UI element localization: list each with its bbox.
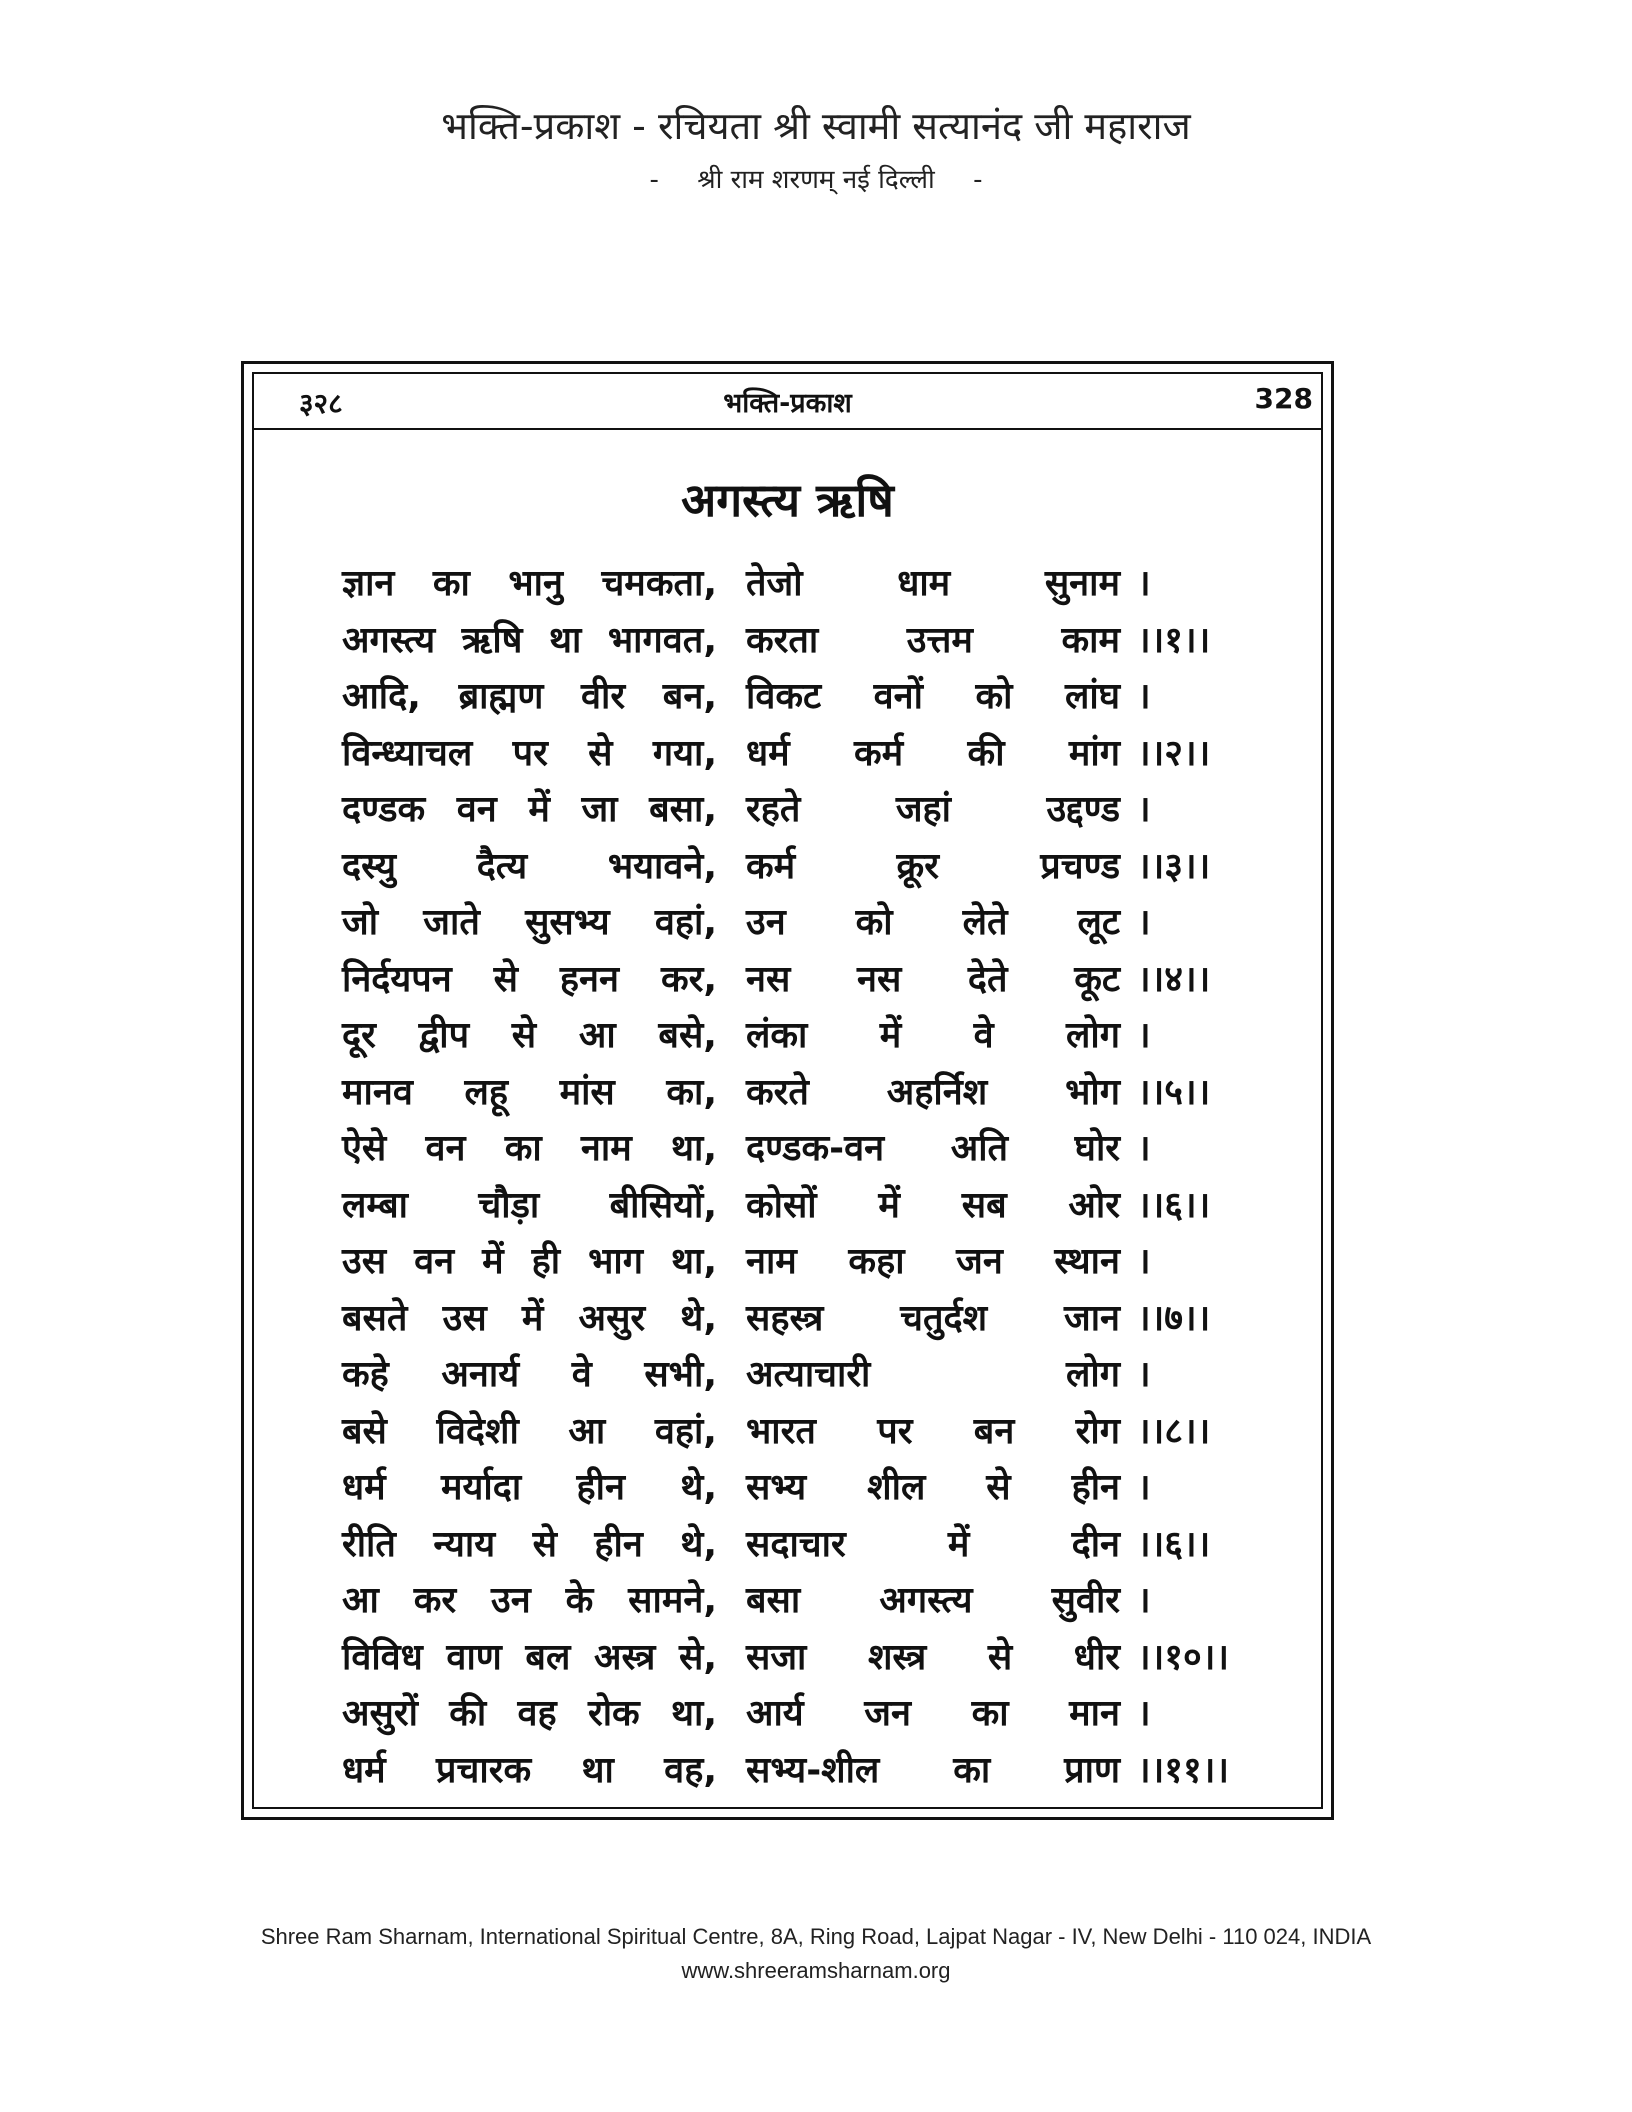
header-dash-left: - xyxy=(649,165,659,195)
verse-line xyxy=(342,952,1262,1009)
verse-line xyxy=(342,669,1262,726)
verse-marker: । xyxy=(1137,1128,1151,1169)
verse-half: आर्य जन का मान xyxy=(746,1693,1120,1734)
book-page-inner-border xyxy=(252,372,1323,1809)
verse-half: अत्याचारी लोग xyxy=(746,1354,1120,1395)
page-number-hindi: ३२८ xyxy=(299,387,343,420)
verse-line xyxy=(342,1121,1262,1178)
running-title: भक्ति-प्रकाश xyxy=(723,388,852,419)
verse-line xyxy=(342,1630,1262,1687)
verse-line xyxy=(342,839,1262,896)
verse-half: दूर द्वीप से आ बसे, xyxy=(342,1015,717,1056)
verse-half: धर्म कर्म की मांग xyxy=(746,732,1120,774)
verse-half: तेजो धाम सुनाम xyxy=(746,563,1120,604)
verse-half: नस नस देते कूट xyxy=(746,958,1120,1000)
chapter-title: अगस्त्य ऋषि xyxy=(681,473,894,527)
verse-marker: । xyxy=(1137,1354,1151,1395)
verse-half: दस्यु दैत्य भयावने, xyxy=(342,845,717,887)
verse-half: बसते उस में असुर थे, xyxy=(342,1297,717,1339)
verse-half: अगस्त्य ऋषि था भागवत, xyxy=(342,619,717,661)
verse-marker: ।।६।। xyxy=(1137,1523,1211,1565)
verse-half: उन को लेते लूट xyxy=(746,902,1120,943)
verse-line xyxy=(342,1347,1262,1404)
verse-half: भारत पर बन रोग xyxy=(746,1410,1120,1452)
verse-half: मानव लहू मांस का, xyxy=(342,1071,717,1113)
verse-line xyxy=(342,1743,1262,1800)
verse-half: निर्दयपन से हनन कर, xyxy=(342,958,717,1000)
verse-marker: ।।६।। xyxy=(1137,1184,1211,1226)
verse-line xyxy=(342,1065,1262,1122)
verse-marker: । xyxy=(1137,563,1151,604)
verse-line xyxy=(342,1686,1262,1743)
verse-half: आदि, ब्राह्मण वीर बन, xyxy=(342,676,717,717)
verse-list xyxy=(342,556,1262,1799)
verse-half: बसा अगस्त्य सुवीर xyxy=(746,1580,1120,1621)
verse-half: ज्ञान का भानु चमकता, xyxy=(342,563,717,604)
verse-half: विन्ध्याचल पर से गया, xyxy=(342,732,717,774)
verse-half: आ कर उन के सामने, xyxy=(342,1580,717,1621)
verse-half: कहे अनार्य वे सभी, xyxy=(342,1354,717,1395)
verse-line xyxy=(342,1008,1262,1065)
verse-half: लंका में वे लोग xyxy=(746,1015,1120,1056)
verse-line xyxy=(342,895,1262,952)
verse-marker: । xyxy=(1137,1241,1151,1282)
verse-half: असुरों की वह रोक था, xyxy=(342,1693,717,1734)
document-footer xyxy=(0,1920,1632,1988)
verse-half: विकट वनों को लांघ xyxy=(746,676,1120,717)
verse-marker: । xyxy=(1137,1015,1151,1056)
verse-half: सभ्य शील से हीन xyxy=(746,1467,1120,1508)
verse-line xyxy=(342,726,1262,783)
verse-half: करता उत्तम काम xyxy=(746,619,1120,661)
verse-half: उस वन में ही भाग था, xyxy=(342,1241,717,1282)
footer-address: Shree Ram Sharnam, International Spiritual Centre, 8A, Ring Road, Lajpat Nagar - IV, New Delhi - 110 024, INDIA xyxy=(260,1924,1372,1949)
verse-half: दण्डक वन में जा बसा, xyxy=(342,789,717,830)
running-head xyxy=(254,374,1321,428)
verse-line xyxy=(342,1178,1262,1235)
verse-half: धर्म मर्यादा हीन थे, xyxy=(342,1467,717,1508)
verse-line xyxy=(342,613,1262,670)
verse-marker: । xyxy=(1137,789,1151,830)
header-subtitle: श्री राम शरणम् नई दिल्ली xyxy=(697,165,935,195)
verse-half: कर्म क्रूर प्रचण्ड xyxy=(746,845,1120,887)
verse-marker: । xyxy=(1137,1693,1151,1734)
verse-half: बसे विदेशी आ वहां, xyxy=(342,1410,717,1452)
verse-half: सदाचार में दीन xyxy=(746,1523,1120,1565)
header-dash-right: - xyxy=(973,165,983,195)
verse-half: कोसों में सब ओर xyxy=(746,1184,1120,1226)
verse-marker: ।।४।। xyxy=(1137,958,1211,1000)
running-head-rule xyxy=(254,428,1321,430)
page-number: 328 xyxy=(1254,382,1313,415)
document-header xyxy=(0,100,1632,200)
verse-line xyxy=(342,556,1262,613)
verse-half: सभ्य-शील का प्राण xyxy=(746,1749,1120,1791)
verse-half: सजा शस्त्र से धीर xyxy=(746,1636,1120,1678)
verse-marker: ।।११।। xyxy=(1137,1749,1230,1791)
verse-line xyxy=(342,1404,1262,1461)
verse-marker: । xyxy=(1137,676,1151,717)
book-page-frame xyxy=(241,361,1334,1820)
verse-marker: ।।२।। xyxy=(1137,732,1211,774)
verse-line xyxy=(342,1517,1262,1574)
verse-half: धर्म प्रचारक था वह, xyxy=(342,1749,717,1791)
verse-marker: ।।७।। xyxy=(1137,1297,1211,1339)
verse-marker: ।।१०।। xyxy=(1137,1636,1230,1678)
verse-line xyxy=(342,1573,1262,1630)
verse-half: रहते जहां उद्दण्ड xyxy=(746,789,1120,830)
verse-marker: । xyxy=(1137,1580,1151,1621)
header-title: भक्ति-प्रकाश - रचियता श्री स्वामी सत्यानंद जी महाराज xyxy=(441,104,1191,148)
verse-line xyxy=(342,782,1262,839)
verse-line xyxy=(342,1460,1262,1517)
verse-line xyxy=(342,1234,1262,1291)
verse-marker: । xyxy=(1137,902,1151,943)
verse-marker: ।।८।। xyxy=(1137,1410,1211,1452)
verse-half: दण्डक-वन अति घोर xyxy=(746,1128,1120,1169)
verse-marker: ।।३।। xyxy=(1137,845,1211,887)
verse-line xyxy=(342,1291,1262,1348)
verse-half: नाम कहा जन स्थान xyxy=(746,1241,1120,1282)
verse-half: जो जाते सुसभ्य वहां, xyxy=(342,902,717,943)
verse-half: सहस्त्र चतुर्दश जान xyxy=(746,1297,1120,1339)
verse-half: ऐसे वन का नाम था, xyxy=(342,1128,717,1169)
verse-marker: । xyxy=(1137,1467,1151,1508)
header-subtitle-line xyxy=(0,160,1632,200)
verse-half: रीति न्याय से हीन थे, xyxy=(342,1523,717,1565)
verse-marker: ।।५।। xyxy=(1137,1071,1211,1113)
verse-half: लम्बा चौड़ा बीसियों, xyxy=(342,1184,717,1226)
verse-marker: ।।१।। xyxy=(1137,619,1211,661)
footer-url: www.shreeramsharnam.org xyxy=(681,1958,951,1983)
verse-half: करते अहर्निश भोग xyxy=(746,1071,1120,1113)
verse-half: विविध वाण बल अस्त्र से, xyxy=(342,1636,717,1678)
